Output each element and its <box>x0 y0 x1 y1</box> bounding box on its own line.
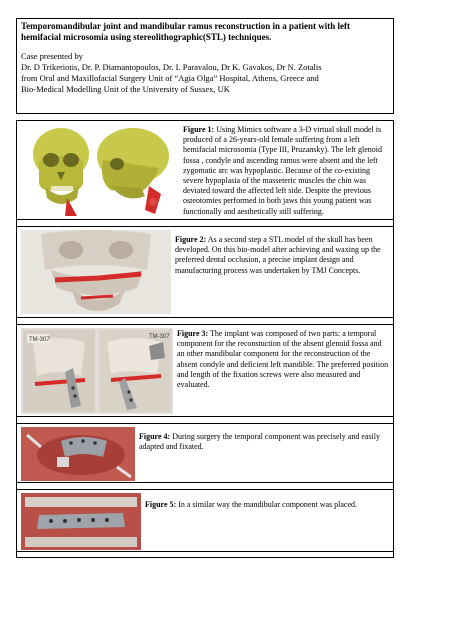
implant-model-left-icon <box>23 330 95 412</box>
implant-model-right-icon <box>99 330 171 412</box>
affiliation-1: from Oral and Maxillofacial Surgery Unit of “Agia Olga” Hospital, Athens, Greece and <box>21 73 319 83</box>
spacer <box>16 552 394 558</box>
figure-2-panel <box>16 226 394 318</box>
figure-5-panel <box>16 489 394 552</box>
figure-4-image <box>21 427 135 481</box>
figure-4-text: During surgery the temporal component was precisely and easily adapted and fixated. <box>139 432 380 452</box>
photo-label-right: TM-307 <box>149 334 170 340</box>
header-box <box>16 18 394 114</box>
figure-1-label: Figure 1: <box>183 125 215 134</box>
figure-3-text: The implant was composed of two parts: a temporal component for the reconstuction of the absent glenoid fossa and an other mandibular component for the reconstruction of the absent condyle and deficient left mandible. The preferred position and length of the fixation screws were also measured and evaluated. <box>177 329 389 390</box>
figure-3-caption <box>177 329 389 390</box>
figure-1-text: Using Mimics software a 3-D virtual skull model is produced of a 26-years-old female suffering from a left hemifacial microsomia (Type III, Pruzansky). The left glenoid fossa , condyle and ascending ramus were absent and the left zygomatic arc was hypoplastic. Because of the co-existing severe hypoplasia of the masseteric muscles the chin was deviated toward the affected left side. Despite the previous osteotomies performed in both jaws this young patient was functionally and aesthetically still suffering. <box>183 125 383 216</box>
authors: Dr. D Trikeriotis, Dr. P. Diamantopoulos, Dr. I. Paravalou, Dr K. Gavakos, Dr N. Zotalis <box>21 62 322 72</box>
figure-5-caption <box>145 500 391 510</box>
figure-5-text: In a similar way the mandibular component was placed. <box>178 500 358 509</box>
figure-3-label: Figure 3: <box>177 329 209 338</box>
figure-3-panel <box>16 324 394 417</box>
figure-1-caption <box>183 125 389 217</box>
figure-2-label: Figure 2: <box>175 235 207 244</box>
photo-label-left: TM-307 <box>29 337 50 343</box>
poster-title: Temporomandibular joint and mandibular ramus reconstruction in a patient with left hemifacial microsomia using stereolithographic(STL) techniques. <box>21 21 351 42</box>
figure-2-caption <box>175 235 389 276</box>
figure-1-panel <box>16 120 394 220</box>
figure-4-panel <box>16 423 394 483</box>
figure-3-image <box>21 328 173 414</box>
figure-2-image <box>21 230 171 314</box>
figure-5-label: Figure 5: <box>145 500 177 509</box>
presented-by: Case presented by <box>21 51 83 61</box>
figure-4-label: Figure 4: <box>139 432 171 441</box>
figure-1-image <box>21 124 179 218</box>
figure-5-image <box>21 493 141 550</box>
figure-4-caption <box>139 432 389 452</box>
affiliation-2: Bio-Medical Modelling Unit of the University of Sussex, UK <box>21 84 230 94</box>
figure-2-text: As a second step a STL model of the skull has been developed. On this bio-model after achieving and waxing up the preferred dental occlusion, a precise implant design and manufacturing process was undertaken by TMJ Concepts. <box>175 235 381 275</box>
mandibular-implant-icon <box>25 497 137 547</box>
